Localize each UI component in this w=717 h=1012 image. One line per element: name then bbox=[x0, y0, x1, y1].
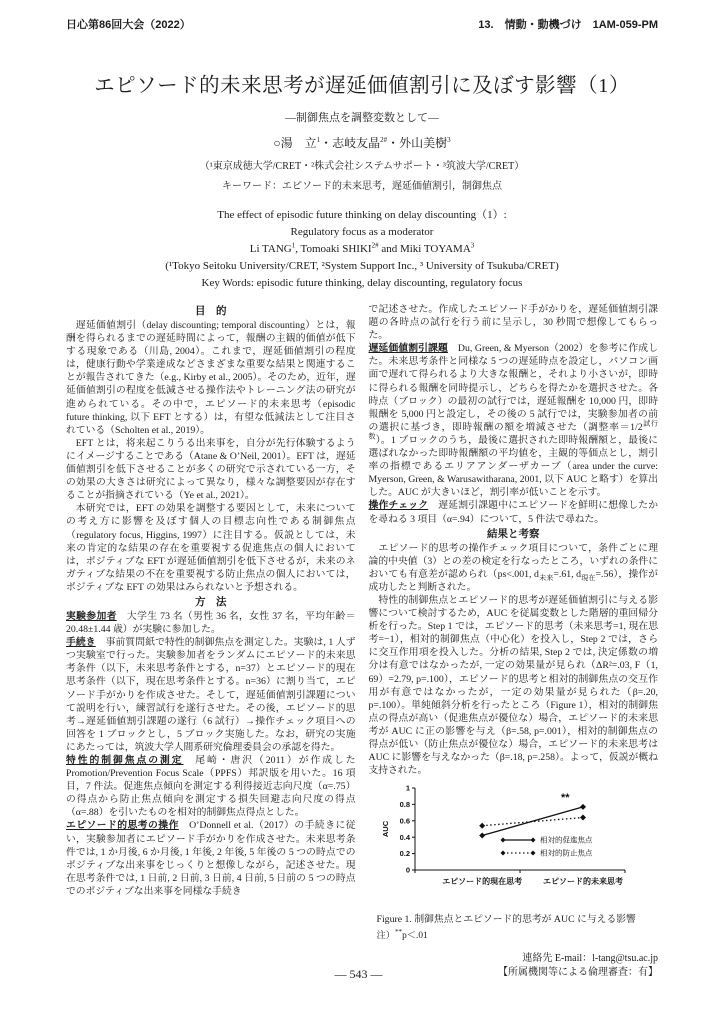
svg-text:相対的促進焦点: 相対的促進焦点 bbox=[539, 835, 592, 845]
svg-text:0: 0 bbox=[405, 865, 410, 875]
author-superscript: 3 bbox=[447, 136, 451, 144]
paragraph-eft-manipulation bbox=[66, 819, 356, 898]
paragraph: EFT とは，将来起こりうる出来事を，自分が先行体験するようにイメージすることである（Atane & O’Neil, 2001）。EFT は，遅延価値割引を低下させることが多くの研究で示されている一方，その効果の大きさは研究によって異なり，様々な調整要因が存在することが指摘されている（Ye et al., 2021）。 bbox=[66, 437, 356, 502]
paragraph-continuation: で記述させた。作成したエピソード手がかりを，遅延価値割引課題の各時点の試行を行う前に呈示し，30 秒間で想像してもらった。 bbox=[368, 304, 658, 342]
paragraph-focus-measure bbox=[66, 754, 356, 819]
paragraph-text: O’Donnell et al.（2017）の手続きに従い，実験参加者にエピソード手がかりを作成させた。未来思考条件では, 1 か月後, 6 か月後, 1 年後, 2 年後, 5 年後の 5 つの時点でのポジティブな出来事をじっくりと想像しながら，記述させた。現在思考条件では, 1 日前, 2 日前, 3 日前, 4 日前, 5 日前の 5 つの時点でのポジティブな出来事を同様な手続き bbox=[66, 820, 356, 897]
paper-subtitle-ja: ―制御焦点を調整変数として― bbox=[285, 112, 439, 124]
page-header bbox=[66, 16, 658, 32]
svg-text:**: ** bbox=[560, 792, 570, 805]
svg-text:0.6: 0.6 bbox=[399, 816, 410, 826]
paragraph-results-2: 特性的制御焦点とエピソード的思考が遅延価値割引に与える影響について検討するため，AUC を従属変数とした階層的重回帰分析を行った。Step 1 では，エピソード的思考（未来思考=1, 現在思考=−1），相対的制御焦点（中心化）を投入し，Step 2 では，さらに交互作用項を投入した。分析の結果, Step 2 では, 決定係数の増分は有意ではなかったが, 一定の効果量が見られ（ΔR²=.03, F（1, 69）=2.79, p=.100），エピソード的思考と相対的制御焦点の交互作用が有意ではなかったが，一定の効果量が見られた（β=.20, p=.100）。単純傾斜分析を行ったところ（Figure 1），相対的制御焦点の得点が高い（促進焦点が優位な）場合，エピソード的未来思考が AUC に正の影響を与え（β=.58, p=.001），相対的制御焦点の得点が低い（防止焦点が優位な）場合，エピソード的未来思考は AUC に影響を与えなかった（β=.18, p=.258）。よって，仮説が概ね支持された。 bbox=[368, 594, 658, 777]
paragraph-participants bbox=[66, 610, 356, 636]
svg-text:0.8: 0.8 bbox=[399, 800, 410, 810]
note-text: p＜.01 bbox=[402, 931, 428, 942]
affiliations-ja: （¹東京成徳大学/CRET・²株式会社システムサポート・³筑波大学/CRET） bbox=[199, 161, 525, 172]
page-number: ― 543 ― bbox=[334, 967, 383, 981]
paragraph-discounting-task bbox=[369, 342, 659, 499]
paragraph-text: =.56），操作が成功したと判断された。 bbox=[368, 568, 659, 593]
svg-text:0.4: 0.4 bbox=[399, 833, 410, 843]
english-block bbox=[66, 207, 658, 292]
svg-text:エピソード的未来思考: エピソード的未来思考 bbox=[542, 877, 623, 887]
author-name: ・志岐友晶 bbox=[320, 136, 381, 150]
authors-en bbox=[66, 241, 658, 258]
note-prefix: 注） bbox=[376, 931, 396, 942]
lead-label: 手続き bbox=[66, 637, 96, 649]
paragraph-text: ）。1 ブロックのうち，最後に選択された即時報酬額と，最後に選ばれなかった即時報酬額の平均値を，主観的等価点とし，割引率の指標であるエリアアンダーザカーブ（area under the curve: Myerson, Green, & Warusawitharana, 2001, 以下 AUC と略す）を算出した。AUC が大きいほど，割引率が低いことを示す。 bbox=[368, 434, 659, 499]
author-superscript: 1 bbox=[316, 136, 321, 144]
section-heading-method: 方 法 bbox=[195, 595, 227, 608]
author-superscript: 1 bbox=[291, 241, 296, 250]
paragraph-procedure bbox=[66, 636, 356, 754]
author-name-en: , Tomoaki SHIKI bbox=[295, 243, 372, 255]
two-column-body bbox=[66, 303, 658, 981]
figure1-note bbox=[377, 930, 659, 943]
author-name: ・外山美樹 bbox=[387, 136, 448, 150]
paper-title-en-line2: Regulatory focus as a moderator bbox=[290, 226, 434, 238]
conference-name: 日心第86回大会（2022） bbox=[66, 19, 191, 31]
paragraph-text: =.61, d bbox=[553, 568, 582, 580]
figure1 bbox=[377, 782, 659, 943]
ethics-note: 【所属機関等による倫理審査：有】 bbox=[498, 967, 658, 979]
paper-title-en-line1: The effect of episodic future thinking on delay discounting（1）: bbox=[217, 209, 507, 221]
author-superscript: 2# bbox=[380, 136, 388, 144]
paragraph-text: エピソード的思考の操作チェック項目について，条件ごとに理論的中央値（3）との差の検定を行なったところ，いずれの条件においても有意差が認められ（ps<.001, d bbox=[368, 542, 658, 580]
lead-label: 実験参加者 bbox=[66, 610, 117, 622]
lead-label: 遅延価値割引課題 bbox=[368, 343, 448, 355]
right-column bbox=[369, 303, 659, 981]
session-code: 13. 情動・動機づけ 1AM-059-PM bbox=[478, 19, 658, 31]
paragraph-text: Du, Green, & Myerson（2002）を参考に作成した。未来思考条件と同様な 5 つの遅延時点を設定し，パソコン画面で遅れて得られるより大きな報酬と，それより小さいが，即時に得られる報酬を同時提示し，どちらを得たかを選択させた。各時点（ブロック）の最初の試行では，遅延報酬を 10,000 円，即時報酬を 5,000 円と設定し，その後の 5 試行では，実験参加者の前の選択に基づき，即時報酬の額を増減させた（調整率＝1/2 bbox=[368, 343, 658, 433]
subscript: 未来 bbox=[538, 573, 554, 582]
note-asterisks: ** bbox=[395, 928, 403, 937]
svg-text:相対的防止焦点: 相対的防止焦点 bbox=[539, 848, 592, 858]
author-superscript: 3 bbox=[470, 241, 475, 250]
svg-text:1: 1 bbox=[405, 783, 410, 793]
keywords-en: Key Words: episodic future thinking, delay discounting, regulatory focus bbox=[201, 277, 523, 289]
figure1-caption: Figure 1. 制御焦点とエピソード的思考が AUC に与える影響 bbox=[376, 914, 636, 926]
lead-label: 操作チェック bbox=[368, 500, 429, 512]
subscript: 現在 bbox=[581, 573, 596, 582]
paragraph-manipulation-check bbox=[369, 499, 659, 525]
left-column bbox=[66, 303, 356, 981]
paragraph-results-1 bbox=[369, 542, 659, 594]
contact-email: 連絡先 E-mail：l-tang@tsu.ac.jp bbox=[522, 952, 658, 964]
paper-title-ja: エピソード的未来思考が遅延価値割引に及ぼす影響（1） bbox=[94, 75, 630, 97]
paragraph-text: 尾崎・唐沢（2011）が作成した Promotion/Prevention Focus Scale（PPFS）邦訳版を用いた。16 項目，7 件法。促進焦点傾向を測定する利得接近志向尺度（α=.75）の得点から防止焦点傾向を測定する損失回避志向尺度の得点（α=.88）を引いたものを相対的制御焦点得点とした。 bbox=[66, 755, 356, 819]
figure1-line-chart bbox=[377, 782, 633, 904]
lead-label: 特性的制御焦点の測定 bbox=[66, 755, 184, 766]
lead-label: エピソード的思考の操作 bbox=[66, 820, 179, 832]
section-heading-purpose: 目 的 bbox=[195, 305, 227, 317]
author-name-en: Li TANG bbox=[249, 243, 292, 255]
svg-text:AUC: AUC bbox=[380, 821, 390, 838]
section-heading-results: 結果と考察 bbox=[487, 527, 540, 540]
svg-text:0.2: 0.2 bbox=[399, 849, 410, 859]
keywords-ja: キーワード：エピソード的未来思考，遅延価値割引，制御焦点 bbox=[222, 181, 502, 192]
superscript-exponent: 試行数 bbox=[368, 419, 658, 441]
paragraph-text: 遅延割引課題中にエピソードを鮮明に想像したかを尋ねる 3 項目（α=.94）について，5 件法で尋ねた。 bbox=[368, 500, 658, 525]
author-name: ○湯 立 bbox=[273, 136, 317, 150]
svg-text:エピソード的現在思考: エピソード的現在思考 bbox=[441, 877, 522, 887]
affiliations-en: (¹Tokyo Seitoku University/CRET, ²System Support Inc., ³ University of Tsukuba/CRET) bbox=[165, 260, 559, 272]
paragraph-text: 事前質問紙で特性的制御焦点を測定した。実験は, 1 人ずつ実験室で行った。実験参加者をランダムにエピソード的未来思考条件（以下，未来思考条件とする，n=37）とエピソード的現在思考条件（以下，現在思考条件とする。n=36）に割り当て，エピソード手がかりを作成させた。そして，遅延価値割引課題について説明を行い，練習試行を遂行させた。その後，エピソード的思考→遅延価値割引課題の遂行（6 試行）→操作チェック項目への回答を 1 ブロックとし，5 ブロック実施した。なお，研究の実施にあたっては，筑波大学人間系研究倫理委員会の承認を得た。 bbox=[66, 637, 356, 753]
paragraph: 本研究では，EFT の効果を調整する要因として，未来についての考え方に影響を及ぼす個人の目標志向性である制御焦点（regulatory focus, Higgins, 1997）に注目する。仮説としては，未来の肯定的な結果の存在を重要視する促進焦点の個人においては，ポジティブな EFT が遅延価値割引を低下させるが，未来のネガティブな結果の不在を重要視する防止焦点の個人においては，ポジティブな EFT の効果はみられないと予想される。 bbox=[66, 503, 356, 593]
paragraph: 遅延価値割引（delay discounting; temporal discounting）とは，報酬を得られるまでの遅延時間によって，報酬の主観的価値が低下する現象である（川島, 2004）。これまで，遅延価値割引の程度は，健康行動や学業達成などさまざまな重要な結果と関連することが報告されてきた（e.g., Kirby et al., 2005）。そのため，近年，遅延価値割引の程度を低減させる操作法やトレーニング法の研究が進められている。その中で，エピソード的未来思考（episodic future thinking, 以下 EFT とする）は，有望な低減法として注目されている（Scholten et al., 2019）。 bbox=[66, 320, 356, 436]
author-superscript: 2# bbox=[371, 241, 379, 250]
paragraph-text: 大学生 73 名（男性 36 名，女性 37 名，平均年齢＝20.48±1.44 歳）が実験に参加した。 bbox=[66, 610, 356, 636]
author-name-en: and Miki TOYAMA bbox=[378, 243, 471, 255]
authors-ja bbox=[66, 134, 658, 151]
